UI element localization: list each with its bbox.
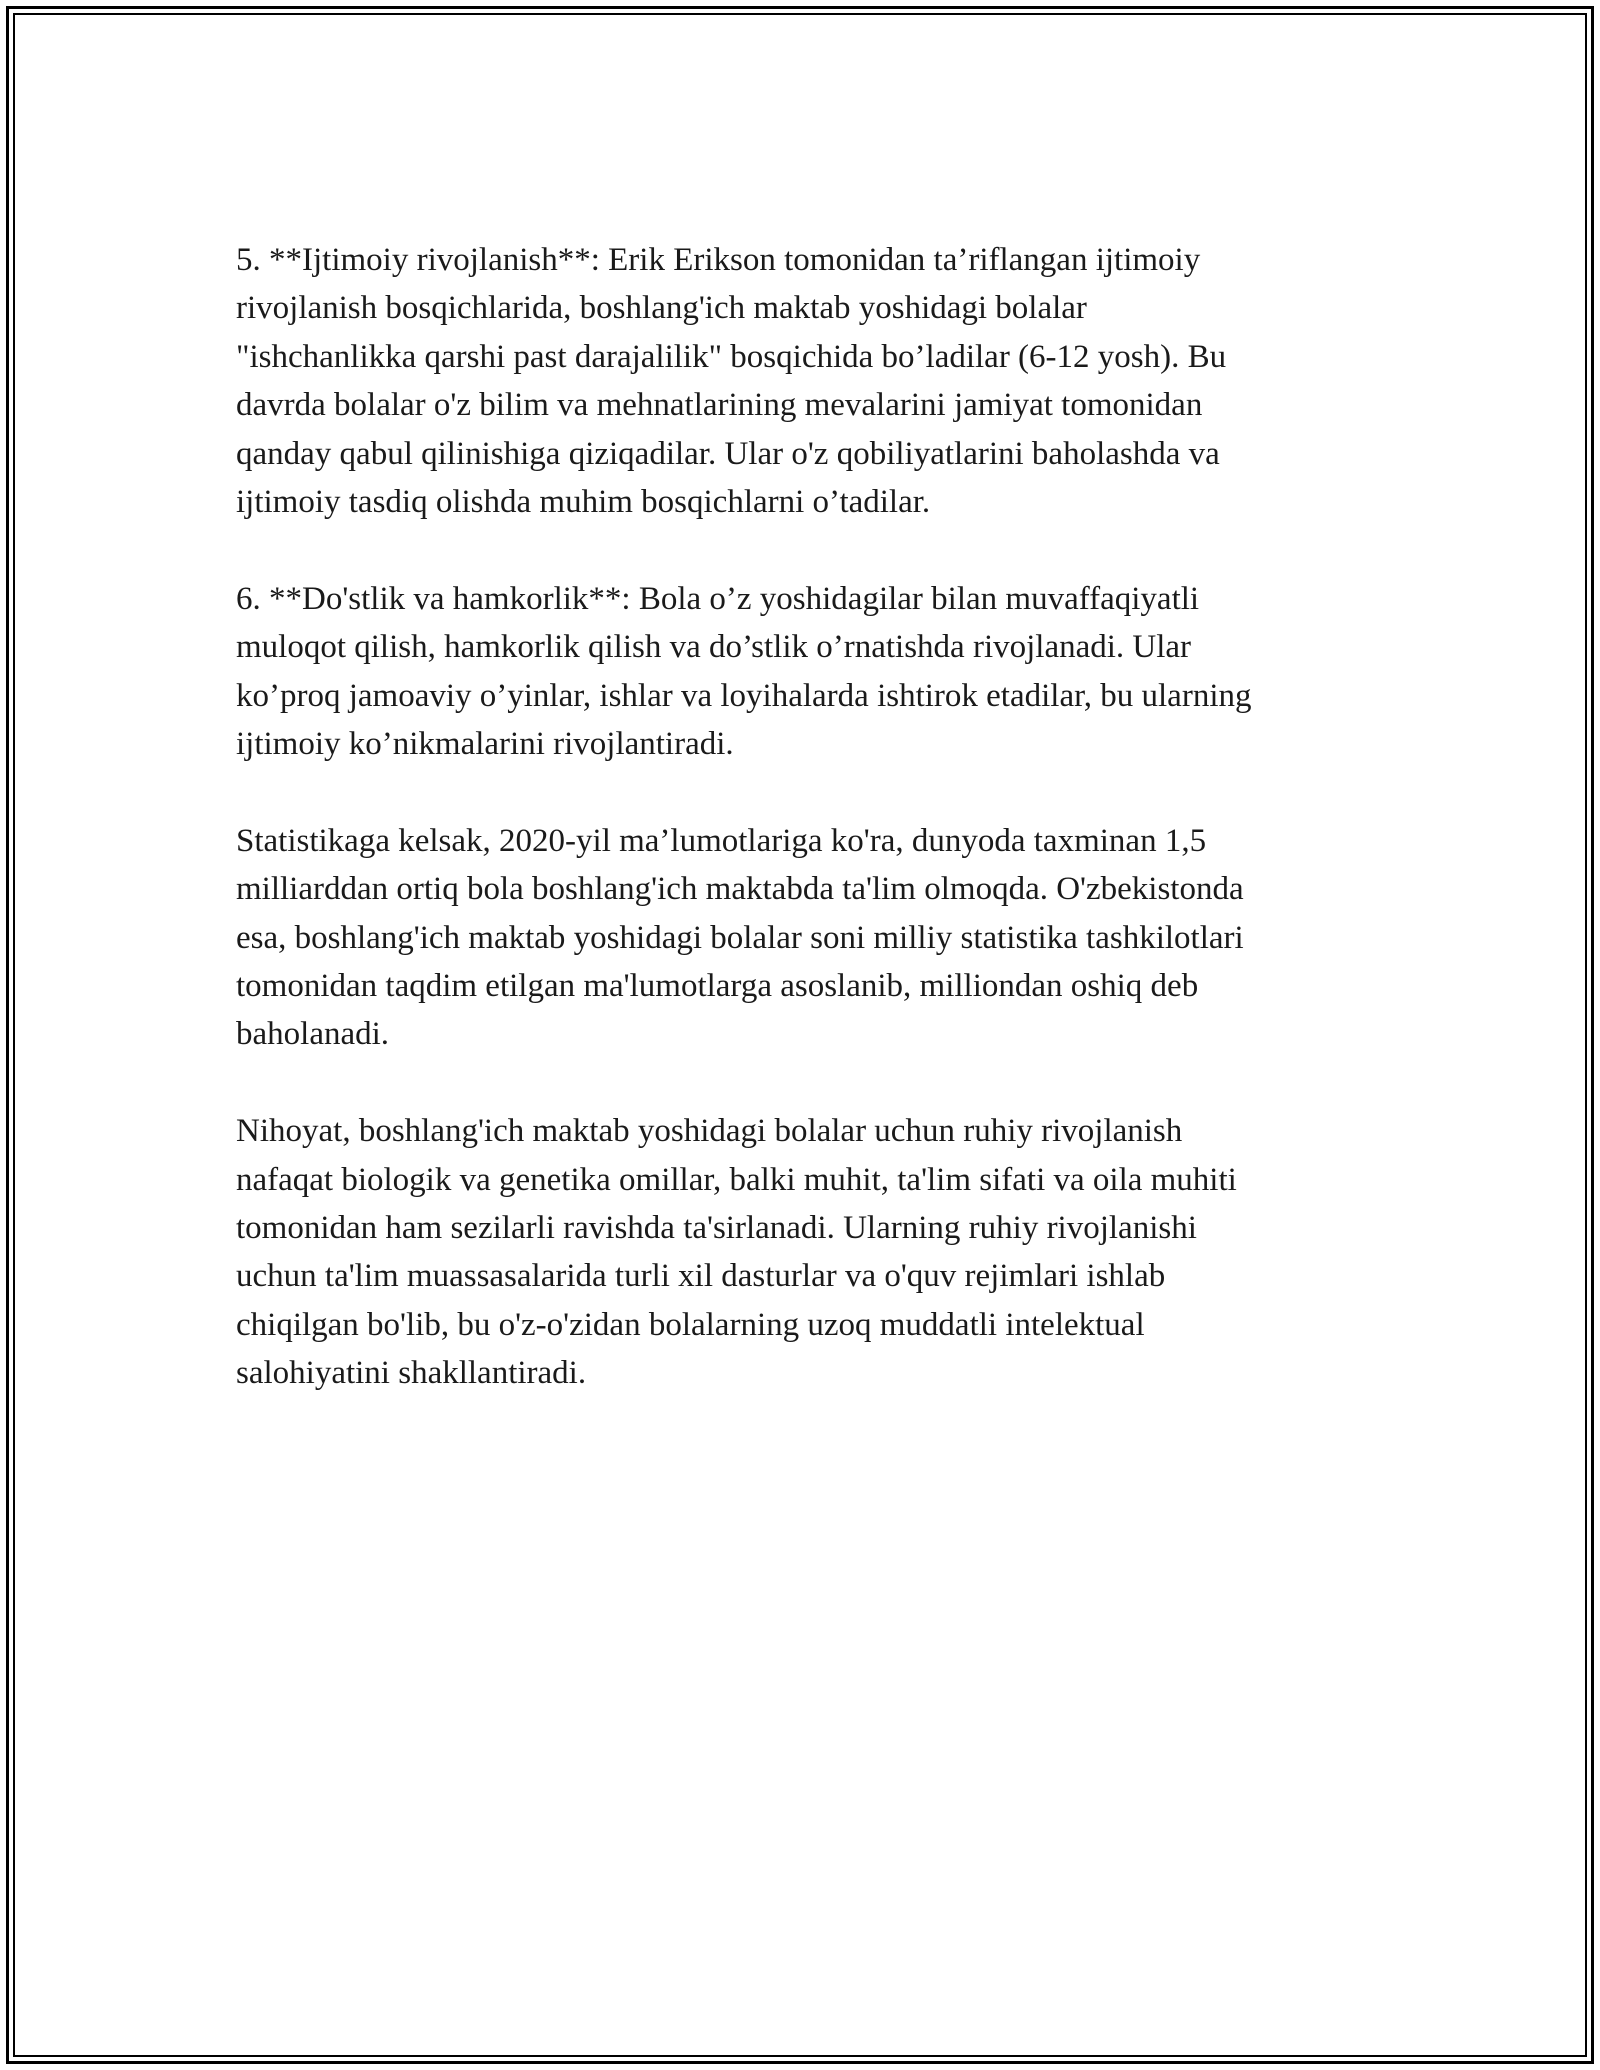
text-line: qanday qabul qilinishiga qiziqadilar. Ular o'z qobiliyatlarini baholashda va (236, 435, 1220, 472)
paragraph-friendship (236, 575, 1376, 769)
paragraph-statistics (236, 817, 1376, 1059)
text-line: milliarddan ortiq bola boshlang'ich maktabda ta'lim olmoqda. O'zbekistonda (236, 871, 1244, 908)
text-line: ijtimoiy ko’nikmalarini rivojlantiradi. (236, 726, 734, 763)
text-line: baholanadi. (236, 1016, 390, 1053)
text-line: ijtimoiy tasdiq olishda muhim bosqichlarni o’tadilar. (236, 484, 931, 521)
text-line: tomonidan ham sezilarli ravishda ta'sirlanadi. Ularning ruhiy rivojlanishi (236, 1210, 1197, 1247)
paragraph-conclusion (236, 1107, 1376, 1397)
text-line: Statistikaga kelsak, 2020-yil ma’lumotlariga ko'ra, dunyoda taxminan 1,5 (236, 822, 1207, 859)
text-line: rivojlanish bosqichlarida, boshlang'ich maktab yoshidagi bolalar (236, 290, 1087, 327)
text-line: 6. **Do'stlik va hamkorlik**: Bola o’z yoshidagilar bilan muvaffaqiyatli (236, 580, 1200, 617)
text-line: esa, boshlang'ich maktab yoshidagi bolalar soni milliy statistika tashkilotlari (236, 919, 1244, 956)
text-line: salohiyatini shakllantiradi. (236, 1355, 587, 1392)
paragraph-social-development (236, 236, 1376, 526)
document-body (236, 236, 1376, 1446)
text-line: uchun ta'lim muassasalarida turli xil dasturlar va o'quv rejimlari ishlab (236, 1258, 1166, 1295)
text-line: Nihoyat, boshlang'ich maktab yoshidagi bolalar uchun ruhiy rivojlanish (236, 1113, 1183, 1150)
text-line: nafaqat biologik va genetika omillar, balki muhit, ta'lim sifati va oila muhiti (236, 1161, 1237, 1198)
text-line: ko’proq jamoaviy o’yinlar, ishlar va loyihalarda ishtirok etadilar, bu ularning (236, 677, 1252, 714)
text-line: "ishchanlikka qarshi past darajalilik" bosqichida bo’ladilar (6-12 yosh). Bu (236, 338, 1227, 375)
text-line: chiqilgan bo'lib, bu o'z-o'zidan bolalarning uzoq muddatli intelektual (236, 1306, 1145, 1343)
text-line: 5. **Ijtimoiy rivojlanish**: Erik Erikson tomonidan ta’riflangan ijtimoiy (236, 242, 1201, 278)
text-line: davrda bolalar o'z bilim va mehnatlarining mevalarini jamiyat tomonidan (236, 387, 1203, 424)
text-line: tomonidan taqdim etilgan ma'lumotlarga asoslanib, milliondan oshiq deb (236, 968, 1199, 1005)
text-line: muloqot qilish, hamkorlik qilish va do’stlik o’rnatishda rivojlanadi. Ular (236, 629, 1192, 666)
